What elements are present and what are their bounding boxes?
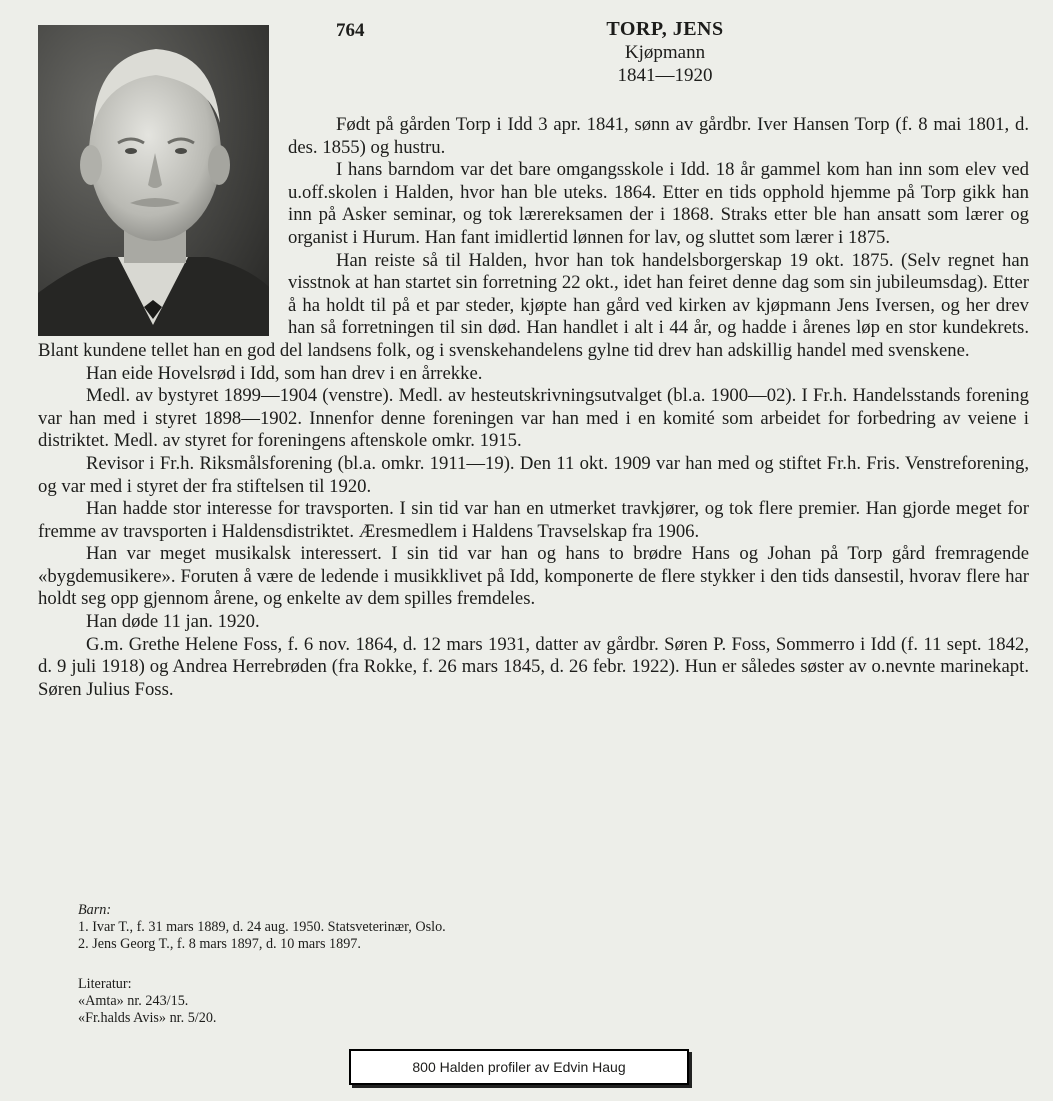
photo-float-spacer bbox=[38, 114, 288, 336]
paragraph: Revisor i Fr.h. Riksmålsforening (bl.a. omkr. 1911—19). Den 11 okt. 1909 var han med og stiftet Fr.h. Fris. Venstreforening, og var med i styret der fra stiftelsen til 1920. bbox=[38, 452, 1029, 497]
person-name: TORP, JENS bbox=[606, 18, 724, 40]
paragraph: Medl. av bystyret 1899—1904 (venstre). Medl. av hesteutskrivningsutvalget (bl.a. 1900—02). I Fr.h. Handelsstands forening var han med i styret 1898—1902. Innenfor denne foreningen var han med i en komité som arbeidet for forbedring av veiene i distriktet. Medl. av styret for foreningens aftenskole omkr. 1915. bbox=[38, 385, 1029, 452]
paragraph: Han eide Hovelsrød i Idd, som han drev i en årrekke. bbox=[86, 362, 483, 384]
paragraph: Han hadde stor interesse for travsporten. I sin tid var han en utmerket travkjører, og tok flere premier. Han gjorde meget for fremme av travsporten i Haldensdistriktet. Æresmedlem i Haldens Travselskap fra 1906. bbox=[38, 498, 1029, 542]
paragraph: Han reiste så til Halden, hvor han tok handelsborgerskap 19 okt. 1875. (Selv regnet han visstnok at han startet sin forretning 22 okt., idet han feiret denne dag som sin jubileumsdag). Etter å ha holdt til på et par steder, kjøpte han gård ved kirken av kjøpmann Jens Iversen, og her drev han så forretningen til sin død. Han handlet i alt i 44 år, og hadde i årenes løp en stor kundekrets. Blant kundene tellet han en god del landsens folk, og i svenskehandelens gylne tid drev han adskillig handel med svenskene. bbox=[38, 249, 1029, 361]
paragraph: I hans barndom var det bare omgangsskole i Idd. 18 år gammel kom han inn som elev ved u.off.skolen i Halden, hvor han ble uteks. 1864. Etter en tids opphold hjemme på Torp gikk han inn på Asker seminar, og tok lærereksamen der i 1868. Straks etter ble han ansatt som lærer og organist i Hurum. Han fant imidlertid lønnen for lav, og sluttet som lærer i 1875. bbox=[288, 159, 1029, 248]
paragraph: G.m. Grethe Helene Foss, f. 6 nov. 1864, d. 12 mars 1931, datter av gårdbr. Søren P. Foss, Sommerro i Idd (f. 11 sept. 1842, d. 9 juli 1918) og Andrea Herrebrøden (fra Rokke, f. 26 mars 1845, d. 26 febr. 1922). Hun er således søster av o.nevnte marinekapt. Søren Julius Foss. bbox=[38, 633, 1029, 700]
paragraph: Han var meget musikalsk interessert. I sin tid var han og hans to brødre Hans og Johan på Torp gård fremragende «bygdemusikere». Foruten å være de ledende i musikklivet på Idd, komponerte de flere stykker i den tids dansestil, hvorav flere har holdt seg opp gjennom årene, og enkelte av dem spilles fremdeles. bbox=[38, 543, 1029, 610]
children-list bbox=[78, 902, 446, 953]
list-item: 1. Ivar T., f. 31 mars 1889, d. 24 aug. 1950. Statsveterinær, Oslo. bbox=[78, 919, 446, 935]
list-item: 2. Jens Georg T., f. 8 mars 1897, d. 10 mars 1897. bbox=[78, 936, 361, 952]
literature-list bbox=[78, 976, 216, 1027]
occupation: Kjøpmann bbox=[624, 42, 706, 63]
page-number: 764 bbox=[336, 20, 365, 41]
paragraph: Han døde 11 jan. 1920. bbox=[86, 611, 260, 633]
list-item: «Amta» nr. 243/15. bbox=[78, 993, 189, 1009]
entry-header bbox=[540, 18, 790, 87]
paragraph: Født på gården Torp i Idd 3 apr. 1841, sønn av gårdbr. Iver Hansen Torp (f. 8 mai 1801, d. des. 1855) og hustru. bbox=[288, 114, 1029, 158]
literature-heading: Literatur: bbox=[78, 976, 132, 992]
list-item: «Fr.halds Avis» nr. 5/20. bbox=[78, 1010, 217, 1026]
biography-text bbox=[38, 114, 1029, 701]
footer-label: 800 Halden profiler av Edvin Haug bbox=[412, 1059, 626, 1075]
children-heading: Barn: bbox=[78, 902, 112, 918]
life-years: 1841—1920 bbox=[617, 65, 713, 86]
footer-caption bbox=[349, 1049, 689, 1085]
